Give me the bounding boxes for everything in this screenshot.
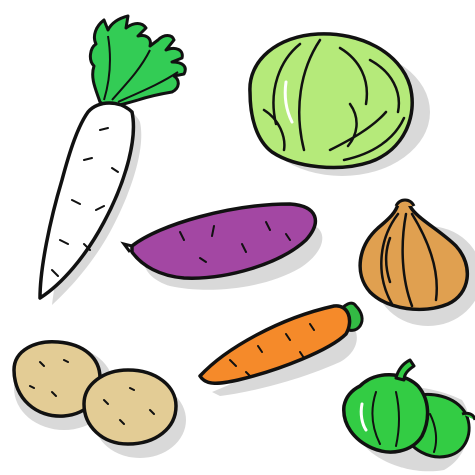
sweet-potato xyxy=(124,204,322,290)
green-peppers xyxy=(344,360,475,471)
pepper-stem-front xyxy=(396,360,414,380)
potatoes xyxy=(14,342,186,458)
carrot xyxy=(200,303,362,396)
pepper-front xyxy=(344,375,428,452)
cabbage xyxy=(250,34,430,176)
onion xyxy=(360,200,475,326)
onion-top xyxy=(396,200,414,206)
potato-right xyxy=(84,370,176,444)
